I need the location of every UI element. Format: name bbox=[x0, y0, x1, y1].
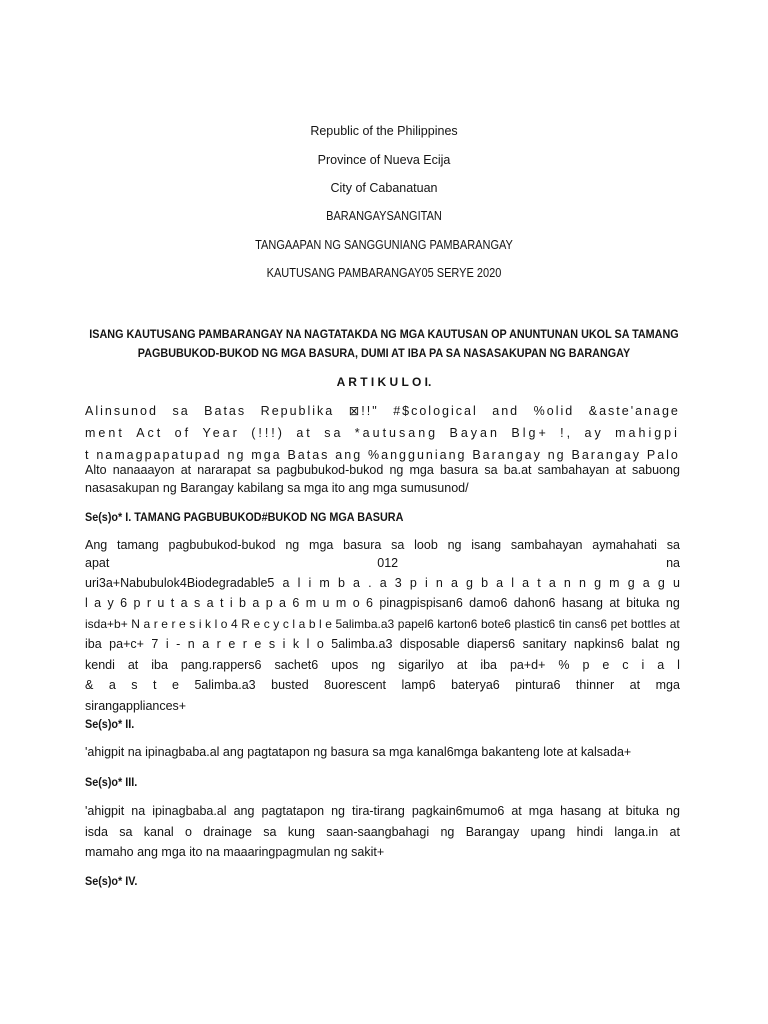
word: 3 bbox=[394, 576, 402, 590]
word: tira-tirang bbox=[352, 804, 405, 818]
word: sambahayan bbox=[537, 463, 610, 477]
word: hasang bbox=[561, 596, 603, 610]
word: ng bbox=[371, 658, 386, 672]
word: i bbox=[165, 637, 169, 651]
word: damo6 bbox=[469, 596, 508, 610]
word: (!!!) bbox=[251, 426, 285, 440]
word: o bbox=[185, 825, 192, 839]
word: upos bbox=[331, 658, 359, 672]
word: Blg+ bbox=[511, 426, 549, 440]
word: Year bbox=[202, 426, 240, 440]
word: diapers6 bbox=[467, 637, 516, 651]
word: 6 bbox=[292, 596, 300, 610]
word: e bbox=[602, 658, 610, 672]
word: a bbox=[657, 658, 665, 672]
section-1-line bbox=[85, 636, 680, 652]
section-1-line bbox=[85, 555, 680, 571]
word: N bbox=[131, 617, 140, 631]
word: at bbox=[296, 426, 313, 440]
word: nanaaayon bbox=[112, 463, 175, 477]
word: l bbox=[214, 617, 218, 631]
word: baterya6 bbox=[451, 678, 500, 692]
word: at bbox=[608, 804, 619, 818]
section-2-heading: Se(s)o* II. bbox=[85, 717, 135, 731]
word: a bbox=[180, 596, 188, 610]
word: ang bbox=[233, 804, 255, 818]
word: mga bbox=[309, 538, 334, 552]
word: m bbox=[305, 596, 317, 610]
word: at bbox=[456, 658, 468, 672]
word: tamang bbox=[117, 538, 159, 552]
word: sa bbox=[119, 825, 133, 839]
word: e bbox=[254, 637, 262, 651]
word: #$cological bbox=[393, 404, 478, 418]
word: n bbox=[187, 637, 195, 651]
word: sa bbox=[256, 463, 271, 477]
word: sa bbox=[324, 426, 344, 440]
word: ng bbox=[666, 637, 680, 651]
word: a bbox=[279, 596, 286, 610]
section-1-line bbox=[85, 595, 680, 611]
word: Ang bbox=[85, 538, 108, 552]
word: i bbox=[641, 658, 645, 672]
word: na bbox=[666, 556, 680, 570]
word: n bbox=[579, 576, 586, 590]
word: *autusang bbox=[354, 426, 439, 440]
word: u bbox=[157, 596, 165, 610]
section-2-text: 'ahigpit na ipinagbaba.al ang pagtatapon ng basura sa mga kanal6mga bakanteng lote at kalsada+ bbox=[85, 745, 632, 759]
word: dahon6 bbox=[513, 596, 556, 610]
word: u bbox=[672, 576, 680, 590]
word: at bbox=[615, 463, 626, 477]
section-1-line bbox=[85, 575, 680, 591]
word: lamp6 bbox=[401, 678, 436, 692]
word: ng bbox=[331, 804, 345, 818]
section-1-line: sirangappliances+ bbox=[85, 699, 187, 713]
word: m bbox=[335, 596, 347, 610]
word: l bbox=[677, 658, 680, 672]
word: thinner bbox=[575, 678, 615, 692]
word: kendi bbox=[85, 658, 115, 672]
article-intro-line bbox=[85, 425, 680, 441]
section-1-line bbox=[85, 677, 680, 693]
word: at bbox=[669, 617, 680, 631]
word: a bbox=[450, 576, 458, 590]
header-city: City of Cabanatuan bbox=[330, 181, 438, 195]
word: Act bbox=[136, 426, 164, 440]
word: mga bbox=[409, 463, 434, 477]
word: c bbox=[282, 617, 289, 631]
word: & bbox=[85, 678, 94, 692]
section-4-heading: Se(s)o* IV. bbox=[85, 874, 138, 888]
word: e bbox=[253, 617, 261, 631]
word: 6 bbox=[120, 596, 128, 610]
word: busted bbox=[271, 678, 309, 692]
word: ng bbox=[666, 804, 680, 818]
word: r bbox=[146, 596, 152, 610]
word: i bbox=[229, 596, 233, 610]
word: upang bbox=[530, 825, 566, 839]
word: p bbox=[133, 596, 141, 610]
word: mahigpi bbox=[615, 426, 680, 440]
word: y bbox=[107, 596, 114, 610]
word: p bbox=[582, 658, 590, 672]
word: a bbox=[282, 576, 290, 590]
word: b bbox=[337, 576, 345, 590]
word: % bbox=[558, 658, 570, 672]
word: l bbox=[85, 596, 88, 610]
word: pa+d+ bbox=[509, 658, 546, 672]
word: s bbox=[268, 637, 276, 651]
word: p bbox=[409, 576, 417, 590]
word: na bbox=[131, 804, 146, 818]
word: m bbox=[319, 576, 330, 590]
word: mga bbox=[528, 804, 554, 818]
word: karton6 bbox=[437, 617, 478, 631]
word: disposable bbox=[399, 637, 460, 651]
word: u bbox=[322, 596, 330, 610]
word: - bbox=[176, 637, 181, 651]
word: l bbox=[292, 617, 296, 631]
section-1-heading: Se(s)o* I. TAMANG PAGBUBUKOD#BUKOD NG MGA BASURA bbox=[85, 510, 404, 524]
word: basura bbox=[343, 538, 382, 552]
word: g bbox=[627, 576, 635, 590]
header-office: TANGAAPAN NG SANGGUNIANG PAMBARANGAY bbox=[255, 238, 513, 252]
word: at bbox=[629, 678, 641, 692]
word: bituka bbox=[625, 804, 660, 818]
word: g bbox=[657, 576, 665, 590]
word: o bbox=[352, 596, 360, 610]
word: &aste'anage bbox=[588, 404, 680, 418]
word: ay bbox=[584, 426, 604, 440]
word: %olid bbox=[533, 404, 575, 418]
section-3-line bbox=[85, 803, 680, 819]
word: ba.at bbox=[503, 463, 532, 477]
header-province: Province of Nueva Ecija bbox=[317, 153, 451, 167]
word: a bbox=[379, 576, 387, 590]
word: iba bbox=[151, 658, 168, 672]
word: sachet6 bbox=[274, 658, 319, 672]
word: t bbox=[219, 596, 224, 610]
word: at bbox=[511, 804, 522, 818]
word: aymahahati bbox=[592, 538, 657, 552]
word: s bbox=[189, 617, 196, 631]
ordinance-title-line-1: ISANG KAUTUSANG PAMBARANGAY NA NAGTATAKDA NG MGA KAUTUSAN OP ANUNTUNAN UKOL SA TAMANG bbox=[89, 327, 679, 341]
header-ordinance-number: KAUTUSANG PAMBARANGAY05 SERYE 2020 bbox=[266, 266, 502, 280]
word: sigarilyo bbox=[398, 658, 444, 672]
word: l bbox=[297, 576, 301, 590]
word: a bbox=[298, 617, 306, 631]
word: ng bbox=[447, 538, 462, 552]
word: a bbox=[143, 617, 151, 631]
word: 5alimba.a3 bbox=[194, 678, 256, 692]
section-1-line bbox=[85, 537, 680, 553]
word: p bbox=[265, 596, 273, 610]
section-1-line bbox=[85, 616, 680, 632]
word: sa bbox=[391, 538, 405, 552]
article-intro-line bbox=[85, 462, 680, 478]
word: !, bbox=[560, 426, 574, 440]
word: langa.in bbox=[614, 825, 659, 839]
word: pang.rappers6 bbox=[180, 658, 262, 672]
word: iba bbox=[480, 658, 497, 672]
word: isda bbox=[85, 825, 108, 839]
word: ng bbox=[285, 538, 300, 552]
word: nararapat bbox=[197, 463, 251, 477]
header-barangay: BARANGAYSANGITAN bbox=[326, 209, 442, 223]
word: tin bbox=[558, 617, 572, 631]
word: b bbox=[239, 596, 246, 610]
word: a bbox=[548, 576, 556, 590]
word: r bbox=[242, 637, 247, 651]
section-1-line bbox=[85, 657, 680, 673]
word: napkins6 bbox=[573, 637, 624, 651]
word: s bbox=[131, 678, 138, 692]
word: sa bbox=[666, 538, 680, 552]
word: i bbox=[424, 576, 428, 590]
word: at bbox=[127, 658, 139, 672]
word: ipinagbaba.al bbox=[152, 804, 227, 818]
word: g bbox=[466, 576, 473, 590]
word: pa+c+ bbox=[109, 637, 144, 651]
word: sambahayan bbox=[510, 538, 583, 552]
word: isang bbox=[471, 538, 502, 552]
word: g bbox=[594, 576, 602, 590]
article-heading: A R T I K U L O I. bbox=[336, 375, 432, 389]
word: n bbox=[435, 576, 443, 590]
word: e bbox=[228, 637, 236, 651]
word: a bbox=[252, 596, 260, 610]
word: Batas bbox=[287, 448, 330, 462]
word: l bbox=[306, 637, 310, 651]
word: 012 bbox=[377, 556, 399, 570]
word: Batas bbox=[204, 404, 247, 418]
word: t bbox=[170, 596, 175, 610]
word: 5alimba.a3 bbox=[331, 637, 393, 651]
word: at bbox=[669, 825, 680, 839]
word: uri3a+Nabubulok4Biodegradable5 bbox=[85, 576, 275, 590]
word: 4 bbox=[231, 617, 238, 631]
word: a bbox=[202, 637, 210, 651]
word: pagkain6mumo6 bbox=[411, 804, 505, 818]
word: at bbox=[609, 596, 620, 610]
word: e bbox=[179, 617, 186, 631]
word: basura bbox=[439, 463, 479, 477]
word: sanitary bbox=[522, 637, 567, 651]
word: ng bbox=[440, 825, 455, 839]
word: t bbox=[85, 448, 91, 462]
header-republic: Republic of the Philippines bbox=[310, 124, 458, 138]
word: and bbox=[492, 404, 520, 418]
word: ng bbox=[389, 463, 404, 477]
word: pagtatapon bbox=[261, 804, 325, 818]
word: pet bbox=[610, 617, 628, 631]
word: r bbox=[153, 617, 158, 631]
word: k bbox=[205, 617, 212, 631]
article-intro-line bbox=[85, 403, 680, 419]
word: balat bbox=[631, 637, 659, 651]
word: saan-saangbahagi bbox=[326, 825, 430, 839]
word: k bbox=[292, 637, 300, 651]
word: bottles bbox=[630, 617, 667, 631]
section-3-heading: Se(s)o* III. bbox=[85, 775, 138, 789]
section-3-line bbox=[85, 824, 680, 840]
word: sa bbox=[172, 404, 190, 418]
word: r bbox=[216, 637, 221, 651]
word: at bbox=[180, 463, 192, 477]
word: e bbox=[172, 678, 179, 692]
word: ⊠!!" bbox=[348, 404, 379, 418]
word: bote6 bbox=[480, 617, 511, 631]
word: pinagpispisan6 bbox=[379, 596, 463, 610]
word: a bbox=[108, 678, 116, 692]
ordinance-title-line-2: PAGBUBUKOD-BUKOD NG MGA BASURA, DUMI AT IBA PA SA NASASAKUPAN NG BARANGAY bbox=[137, 346, 631, 360]
word: t bbox=[153, 678, 157, 692]
word: ang bbox=[335, 448, 363, 462]
word: e bbox=[325, 617, 332, 631]
word: c bbox=[622, 658, 629, 672]
word: m bbox=[609, 576, 620, 590]
word: o bbox=[316, 637, 324, 651]
word: pagbubukod-bukod bbox=[168, 538, 276, 552]
word: namagpapatupad bbox=[96, 448, 222, 462]
word: Alinsunod bbox=[85, 404, 158, 418]
word: pintura6 bbox=[515, 678, 561, 692]
word: l bbox=[511, 576, 515, 590]
word: isda+b+ bbox=[85, 617, 128, 631]
word: c bbox=[263, 617, 270, 631]
word: bituka bbox=[626, 596, 660, 610]
word: i bbox=[282, 637, 286, 651]
word: 7 bbox=[151, 637, 159, 651]
word: Palo bbox=[646, 448, 680, 462]
word: i bbox=[308, 576, 312, 590]
word: ment bbox=[85, 426, 125, 440]
word: a bbox=[642, 576, 650, 590]
word: a bbox=[522, 576, 530, 590]
word: 5alimba.a3 bbox=[335, 617, 395, 631]
word: t bbox=[537, 576, 541, 590]
word: y bbox=[273, 617, 280, 631]
word: Republika bbox=[260, 404, 335, 418]
article-intro-line: nasasakupan ng Barangay kabilang sa mga ito ang mga sumusunod/ bbox=[85, 481, 469, 495]
word: a bbox=[353, 576, 360, 590]
word: drainage bbox=[203, 825, 252, 839]
word: 8uorescent bbox=[324, 678, 387, 692]
word: hasang bbox=[560, 804, 602, 818]
word: R bbox=[241, 617, 250, 631]
word: mga bbox=[251, 448, 282, 462]
section-3-line: mamaho ang mga ito na maaaringpagmulan ng sakit+ bbox=[85, 845, 385, 859]
word: l bbox=[319, 617, 322, 631]
word: Barangay bbox=[571, 448, 641, 462]
word: kanal bbox=[143, 825, 174, 839]
word: ng bbox=[547, 448, 566, 462]
word: a bbox=[206, 596, 214, 610]
word: iba bbox=[85, 637, 102, 651]
word: . bbox=[368, 576, 372, 590]
word: 6 bbox=[366, 596, 373, 610]
word: mga bbox=[655, 678, 680, 692]
word: ng bbox=[227, 448, 246, 462]
word: b bbox=[481, 576, 489, 590]
word: Barangay bbox=[465, 825, 520, 839]
word: Barangay bbox=[472, 448, 542, 462]
word: ng bbox=[665, 596, 680, 610]
word: pagbubukod-bukod bbox=[276, 463, 384, 477]
word: o bbox=[220, 617, 228, 631]
word: apat bbox=[85, 556, 110, 570]
word: sabuong bbox=[631, 463, 680, 477]
word: hindi bbox=[576, 825, 604, 839]
word: Alto bbox=[85, 463, 107, 477]
word: i bbox=[198, 617, 202, 631]
word: r bbox=[171, 617, 176, 631]
word: of bbox=[174, 426, 192, 440]
word: sa bbox=[263, 825, 277, 839]
word: %angguniang bbox=[368, 448, 467, 462]
word: Bayan bbox=[449, 426, 500, 440]
word: papel6 bbox=[397, 617, 434, 631]
article-intro-line bbox=[85, 447, 680, 463]
word: kung bbox=[287, 825, 315, 839]
word: plastic6 bbox=[514, 617, 556, 631]
word: 'ahigpit bbox=[85, 804, 125, 818]
word: s bbox=[193, 596, 201, 610]
word: b bbox=[308, 617, 316, 631]
word: n bbox=[563, 576, 571, 590]
word: a bbox=[496, 576, 504, 590]
word: sa bbox=[484, 463, 498, 477]
word: loob bbox=[414, 538, 438, 552]
word: e bbox=[161, 617, 168, 631]
word: a bbox=[94, 596, 102, 610]
word: cans6 bbox=[574, 617, 608, 631]
